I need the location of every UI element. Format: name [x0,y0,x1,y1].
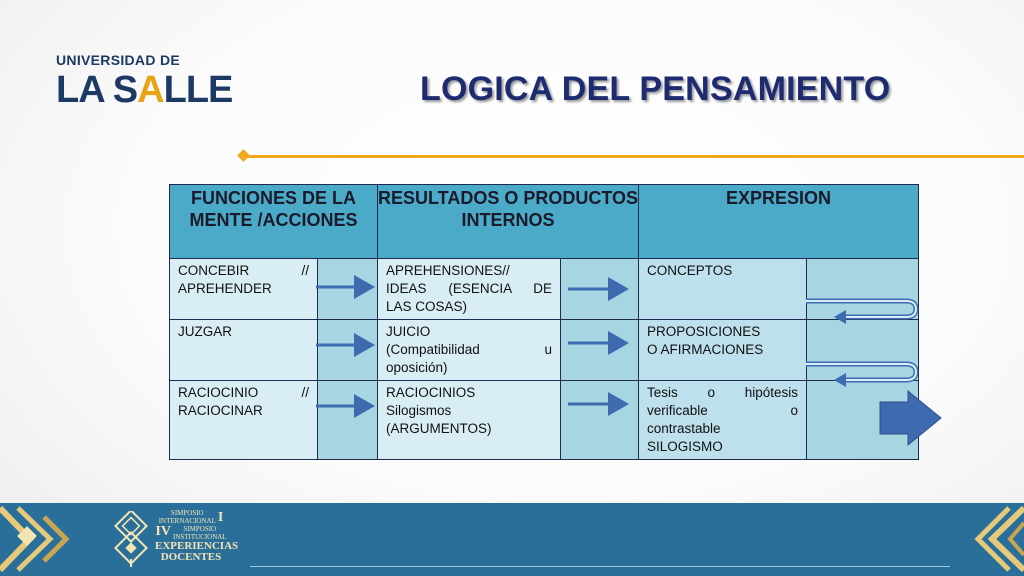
cell-resultado: RACIOCINIOS Silogismos (ARGUMENTOS) [378,381,561,460]
footer-divider [250,566,950,567]
cell-resultado: APREHENSIONES// IDEAS (ESENCIA DE LAS COSAS) [378,259,561,320]
logo-line-1: UNIVERSIDAD DE [56,52,180,68]
cell-expresion: CONCEPTOS [639,259,807,320]
cell-expresion: Tesis o hipótesis verificable o contrastable SILOGISMO [639,381,807,460]
u-turn-arrow-icon [806,301,916,324]
cell-resultado: JUICIO (Compatibilidad u oposición) [378,320,561,381]
symposium-title-1: EXPERIENCIAS [155,540,239,552]
left-chevron-ornament-icon [0,503,90,576]
cell-funcion: RACIOCINIO // RACIOCINAR [170,381,318,460]
logo-line-2: LA SALLE [56,69,233,111]
cell-funcion: JUZGAR [170,320,318,381]
header-expresion: EXPRESION [639,185,919,259]
logo-star-letter: A [137,69,164,111]
slide-title: LOGICA DEL PENSAMIENTO [420,70,891,108]
symposium-emblem-icon [112,511,150,569]
block-arrow-icon [880,391,941,445]
cell-funcion: CONCEBIR // APREHENDER [170,259,318,320]
u-turn-arrow-icon [806,364,916,387]
header-funciones: FUNCIONES DE LA MENTE /ACCIONES [170,185,378,259]
symposium-logo: SIMPOSIO INTERNACIONAL I IV SIMPOSIO INSTITUCIONAL EXPERIENCIAS DOCENTES [155,509,239,563]
symposium-title-2: DOCENTES [160,551,222,563]
cell-expresion: PROPOSICIONES O AFIRMACIONES [639,320,807,381]
right-chevron-ornament-icon [954,503,1024,576]
header-resultados: RESULTADOS O PRODUCTOS INTERNOS [378,185,639,259]
